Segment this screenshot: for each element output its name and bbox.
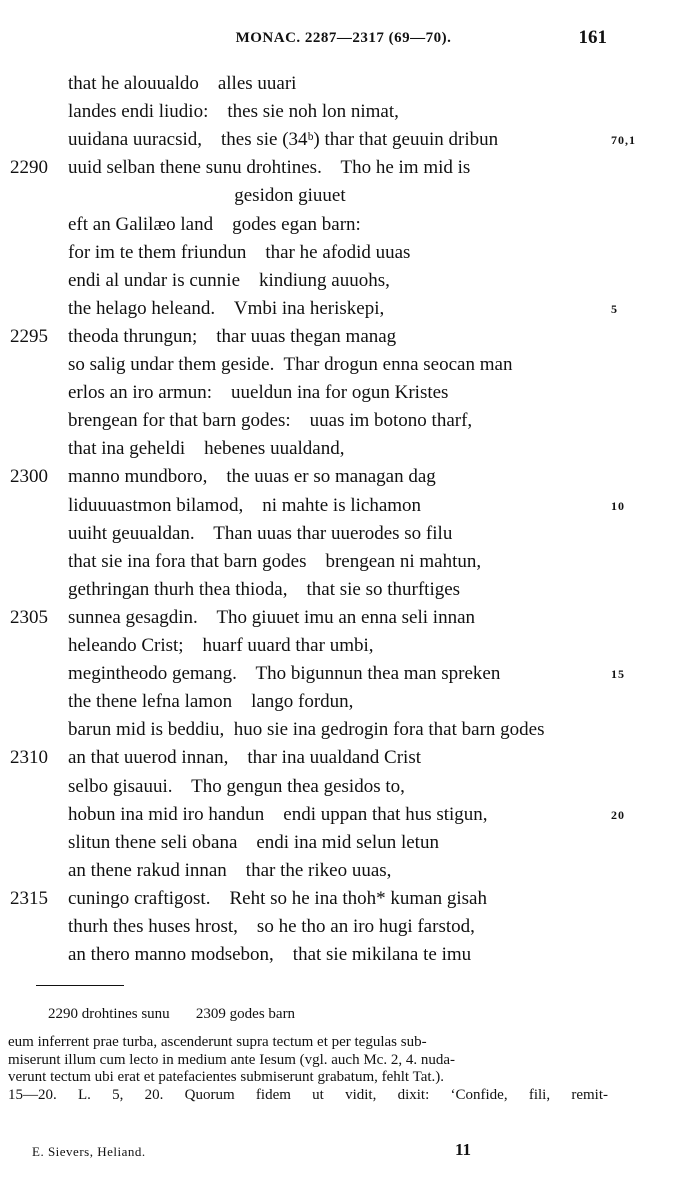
verse-line bbox=[0, 211, 687, 239]
verse-text: sunnea gesagdin. Tho giuuet imu an enna seli innan bbox=[68, 606, 476, 628]
variant-readings: 2290 drohtines sunu 2309 godes barn bbox=[48, 1006, 296, 1022]
verse-text: landes endi liudio: thes sie noh lon nimat, bbox=[68, 101, 399, 123]
page-number: 161 bbox=[578, 27, 607, 48]
latin-line: miserunt illum cum lecto in medium ante Iesum (vgl. auch Mc. 2, 4. nuda- bbox=[8, 1051, 455, 1068]
verse-text: gethringan thurh thea thioda, that sie so thurftiges bbox=[68, 578, 461, 600]
verse-line bbox=[0, 576, 687, 604]
verse-line bbox=[0, 660, 687, 688]
verse-text: heleando Crist; huarf uuard thar umbi, bbox=[68, 635, 374, 656]
verse-text: manno mundboro, the uuas er so managan dag bbox=[68, 466, 436, 488]
verse-text: uuid selban thene sunu drohtines. Tho he im mid is bbox=[68, 157, 471, 179]
verse-line bbox=[0, 126, 687, 154]
verse-text: that he alouualdo alles uuari bbox=[68, 73, 297, 94]
manuscript-marker: 10 bbox=[611, 498, 625, 513]
verse-line bbox=[0, 239, 687, 267]
verse-line bbox=[0, 716, 687, 744]
verse-text: gesidon giuuet bbox=[68, 185, 346, 207]
footer-author-title: E. Sievers, Heliand. bbox=[32, 1144, 146, 1159]
manuscript-marker: 15 bbox=[611, 667, 625, 682]
verse-text: the helago heleand. Vmbi ina heriskepi, bbox=[68, 297, 385, 319]
verse-line bbox=[0, 941, 687, 969]
verse-line bbox=[0, 632, 687, 660]
verse-line bbox=[0, 548, 687, 576]
verse-line bbox=[0, 801, 687, 829]
latin-line: eum inferrent prae turba, ascenderunt supra tectum et per tegulas sub- bbox=[8, 1034, 427, 1050]
manuscript-marker: 70,1 bbox=[611, 133, 636, 148]
signature-mark: 11 bbox=[455, 1140, 472, 1159]
verse-line bbox=[0, 857, 687, 885]
verse-line bbox=[0, 520, 687, 548]
line-number: 2310 bbox=[10, 747, 48, 769]
line-number: 2295 bbox=[10, 325, 48, 347]
verse-text: hobun ina mid iro handun endi uppan that hus stigun, bbox=[68, 803, 488, 825]
verse-line bbox=[0, 379, 687, 407]
verse-text: an thene rakud innan thar the rikeo uuas, bbox=[68, 859, 392, 881]
verse-line bbox=[0, 604, 687, 632]
running-head: MONAC. 2287—2317 (69—70). bbox=[235, 30, 452, 46]
manuscript-marker: 20 bbox=[611, 807, 625, 822]
verse-line bbox=[0, 407, 687, 435]
verse-text: liduuuastmon bilamod, ni mahte is lichamon bbox=[68, 494, 422, 516]
latin-commentary bbox=[8, 1034, 608, 1104]
verse-line bbox=[0, 744, 687, 772]
verse-text: that sie ina fora that barn godes brengean ni mahtun, bbox=[68, 550, 482, 572]
line-number: 2305 bbox=[10, 606, 48, 628]
verse-text: eft an Galilæo land godes egan barn: bbox=[68, 213, 361, 235]
verse-line bbox=[0, 463, 687, 491]
line-number: 2300 bbox=[10, 466, 48, 488]
verse-text: that ina geheldi hebenes uualdand, bbox=[68, 438, 345, 460]
verse-line bbox=[0, 773, 687, 801]
verse-line bbox=[0, 154, 687, 182]
verse-line bbox=[0, 98, 687, 126]
verse-text: uuiht geuualdan. Than uuas thar uuerodes so filu bbox=[68, 522, 453, 544]
verse-text: selbo gisauui. Tho gengun thea gesidos to, bbox=[68, 775, 405, 797]
verse-line bbox=[0, 70, 687, 98]
verse-text: an thero manno modsebon, that sie mikilana te imu bbox=[68, 944, 472, 966]
verse-text: uuidana uuracsid, thes sie (34ᵇ) thar that geuuin dribun bbox=[68, 129, 499, 151]
verse-line bbox=[0, 492, 687, 520]
verse-text: barun mid is beddiu, huo sie ina gedrogin fora that barn godes bbox=[68, 719, 545, 741]
line-number: 2290 bbox=[10, 157, 48, 179]
verse-line bbox=[0, 829, 687, 857]
verse-line bbox=[0, 351, 687, 379]
verse-text: slitun thene seli obana endi ina mid selun letun bbox=[68, 831, 439, 853]
verse-line bbox=[0, 435, 687, 463]
verse-line bbox=[0, 182, 687, 210]
verse-text: brengean for that barn godes: uuas im botono tharf, bbox=[68, 410, 473, 432]
verse-text: endi al undar is cunnie kindiung auuohs, bbox=[68, 269, 390, 291]
verse-line bbox=[0, 267, 687, 295]
verse-text: erlos an iro armun: uueldun ina for ogun Kristes bbox=[68, 382, 449, 404]
verse-text: the thene lefna lamon lango fordun, bbox=[68, 691, 354, 713]
verse-text: an that uuerod innan, thar ina uualdand Crist bbox=[68, 747, 421, 769]
verse-text: for im te them friundun thar he afodid uuas bbox=[68, 241, 411, 263]
verse-text: megintheodo gemang. Tho bigunnun thea man spreken bbox=[68, 663, 501, 685]
line-number: 2315 bbox=[10, 887, 48, 909]
verse-text: thurh thes huses hrost, so he tho an iro hugi farstod, bbox=[68, 916, 475, 937]
verse-line bbox=[0, 323, 687, 351]
verse-text: cuningo craftigost. Reht so he ina thoh* kuman gisah bbox=[68, 887, 487, 909]
latin-line: verunt tectum ubi erat et patefacientes submiserunt grabatum, fehlt Tat.). bbox=[8, 1069, 445, 1085]
verse-line bbox=[0, 688, 687, 716]
verse-line bbox=[0, 295, 687, 323]
manuscript-marker: 5 bbox=[611, 301, 618, 316]
verse-line bbox=[0, 913, 687, 941]
latin-line: 15—20. L. 5, 20. Quorum fidem ut vidit, dixit: ‘Confide, fili, remit- bbox=[8, 1086, 608, 1103]
verse-text: theoda thrungun; thar uuas thegan manag bbox=[68, 325, 397, 347]
verse-line bbox=[0, 885, 687, 913]
footnote-rule bbox=[36, 985, 124, 986]
verse-text: so salig undar them geside. Thar drogun enna seocan man bbox=[68, 354, 513, 375]
